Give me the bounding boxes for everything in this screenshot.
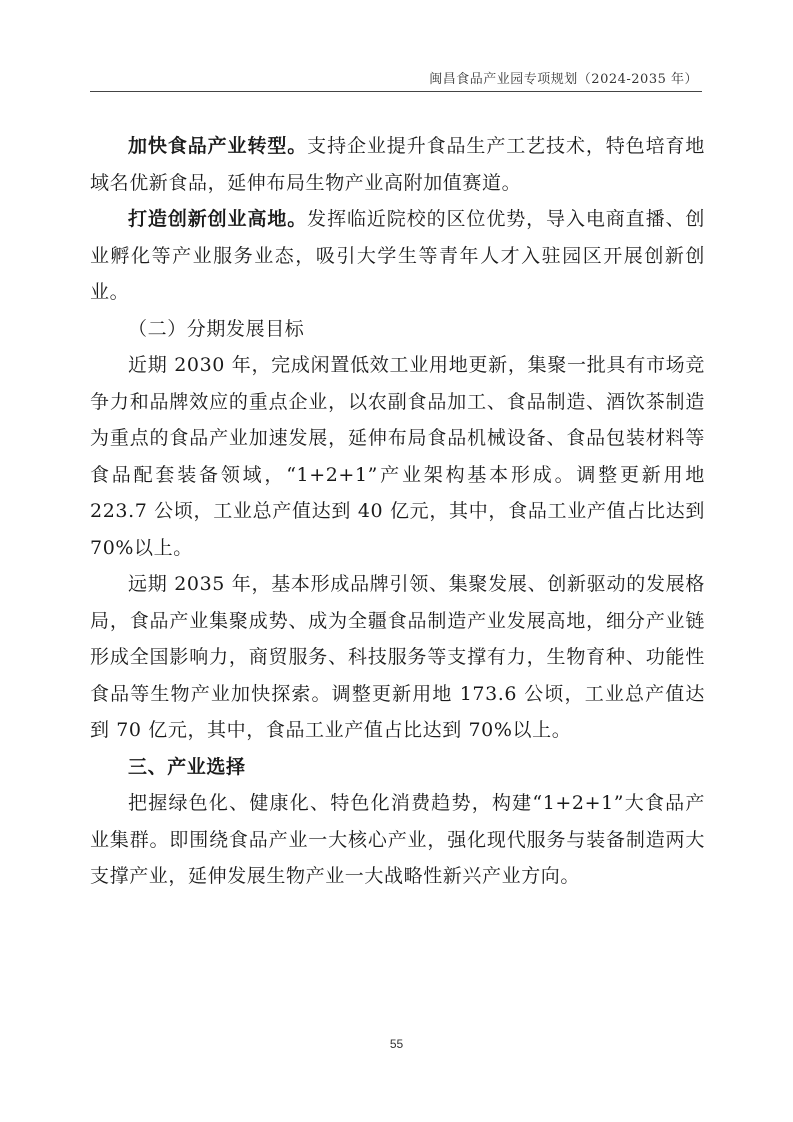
header-divider [90, 91, 702, 92]
subsection-heading: （二）分期发展目标 [128, 317, 305, 340]
paragraph-industry-selection: 把握绿色化、健康化、特色化消费趋势，构建“1+2+1”大食品产业集群。即围绕食品产业一大核心产业，强化现代服务与装备制造两大支撑产业，延伸发展生物产业一大战略性新兴产业方向。 [90, 792, 705, 887]
section-heading: 三、产业选择 [128, 755, 246, 778]
page-number: 55 [389, 1037, 404, 1051]
paragraph-text: 支持企业提升食品生产工艺技术，特色培育地域名优新食品，延伸布局生物产业高附加值赛道。 [90, 135, 705, 194]
paragraph-food-transformation [90, 128, 705, 201]
paragraph-lead: 打造创新创业高地。 [128, 208, 308, 230]
running-header: 闽昌食品产业园专项规划（2024-2035 年） [429, 72, 698, 87]
paragraph-near-term: 近期 2030 年，完成闲置低效工业用地更新，集聚一批具有市场竞争力和品牌效应的重点企业，以农副食品加工、食品制造、酒饮茶制造为重点的食品产业加速发展，延伸布局食品机械设备、食品包装材料等食品配套装备领域，“1+2+1”产业架构基本形成。调整更新用地 223.7 公顷，工业总产值达到 40 亿元，其中，食品工业产值占比达到 70%以上。 [90, 354, 705, 559]
paragraph-text: 发挥临近院校的区位优势，导入电商直播、创业孵化等产业服务业态，吸引大学生等青年人才入驻园区开展创新创业。 [90, 208, 705, 303]
paragraph-innovation-highland [90, 201, 705, 311]
paragraph-long-term: 远期 2035 年，基本形成品牌引领、集聚发展、创新驱动的发展格局，食品产业集聚成势、成为全疆食品制造产业发展高地，细分产业链形成全国影响力，商贸服务、科技服务等支撑有力，生物育种、功能性食品等生物产业加快探索。调整更新用地 173.6 公顷，工业总产值达到 70 亿元，其中，食品工业产值占比达到 70%以上。 [90, 573, 705, 741]
paragraph-lead: 加快食品产业转型。 [128, 135, 308, 157]
document-body [90, 128, 705, 895]
